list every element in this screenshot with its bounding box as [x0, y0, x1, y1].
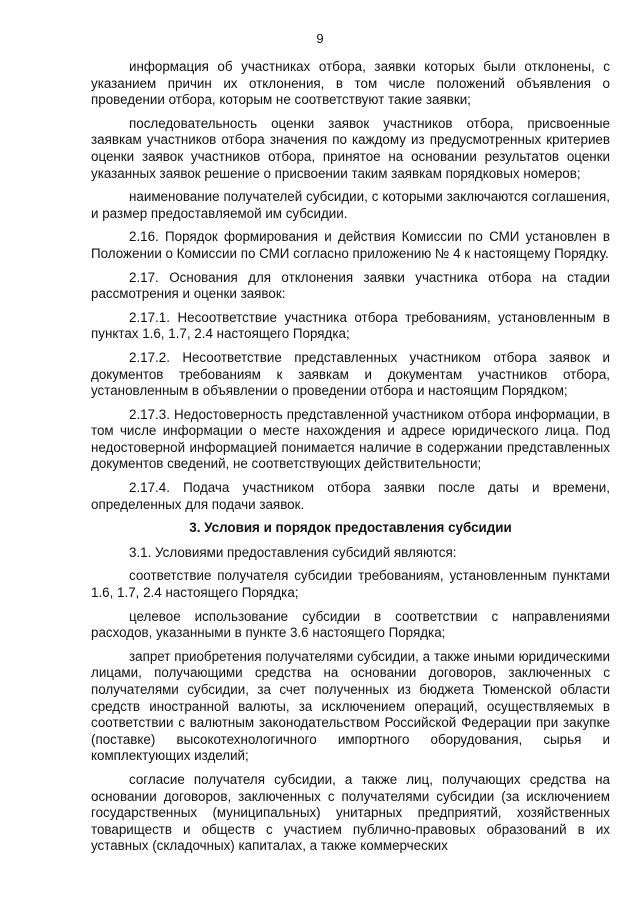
paragraph: 2.17. Основания для отклонения заявки участника отбора на стадии рассмотрения и оценки заявок: — [91, 269, 610, 302]
section-heading: 3. Условия и порядок предоставления субсидии — [189, 520, 512, 536]
paragraph: 2.17.3. Недостоверность представленной участником отбора информации, в том числе информации о месте нахождения и адресе юридического лица. Под недостоверной информацией понимается наличие в содержании представленных документов сведений, не соответствующих действительности; — [91, 406, 610, 472]
paragraph: запрет приобретения получателями субсидии, а также иными юридическими лицами, получающими средства на основании договоров, заключенных с получателями субсидии, за счет полученных из бюджета Тюменской области средств иностранной валюты, за исключением операций, осуществляемых в соответствии с валютным законодательством Российской Федерации при закупке (поставке) высокотехнологичного импортного оборудования, сырья и комплектующих изделий; — [91, 648, 610, 764]
paragraph: соответствие получателя субсидии требованиям, установленным пунктами 1.6, 1.7, 2.4 настоящего Порядка; — [91, 568, 610, 601]
page-number: 9 — [316, 31, 324, 46]
paragraph: 2.17.1. Несоответствие участника отбора требованиям, установленным в пунктах 1.6, 1.7, 2.4 настоящего Порядка; — [91, 309, 610, 342]
paragraph: 2.17.2. Несоответствие представленных участником отбора заявок и документов требованиям к заявкам и документам участников отбора, установленным в объявлении о проведении отбора и настоящим Порядком; — [91, 349, 610, 399]
paragraph: наименование получателей субсидии, с которыми заключаются соглашения, и размер предоставляемой им субсидии. — [91, 189, 610, 221]
paragraph: последовательность оценки заявок участников отбора, присвоенные заявкам участников отбора значения по каждому из предусмотренных критериев оценки заявок участников отбора, принятое на основании результатов оценки указанных заявок решение о присвоении таким заявкам порядковых номеров; — [91, 115, 610, 181]
paragraph: информация об участниках отбора, заявки которых были отклонены, с указанием причин их отклонения, в том числе положений объявления о проведении отбора, которым не соответствуют такие заявки; — [91, 59, 610, 108]
paragraph: 3.1. Условиями предоставления субсидий являются: — [129, 544, 457, 560]
paragraph: 2.16. Порядок формирования и действия Комиссии по СМИ установлен в Положении о Комиссии по СМИ согласно приложению № 4 к настоящему Порядку. — [91, 229, 610, 261]
document-body — [91, 59, 610, 862]
paragraph: 2.17.4. Подача участником отбора заявки после даты и времени, определенных для подачи заявок. — [91, 480, 610, 512]
paragraph: целевое использование субсидии в соответствии с направлениями расходов, указанными в пункте 3.6 настоящего Порядка; — [91, 608, 610, 641]
paragraph: согласие получателя субсидии, а также лиц, получающих средства на основании договоров, заключенных с получателями субсидии (за исключением государственных (муниципальных) унитарных предприятий, хозяйственных товариществ и обществ с участием публично-правовых образований в их уставных (складочных) капиталах, а также коммерческих — [91, 771, 610, 854]
